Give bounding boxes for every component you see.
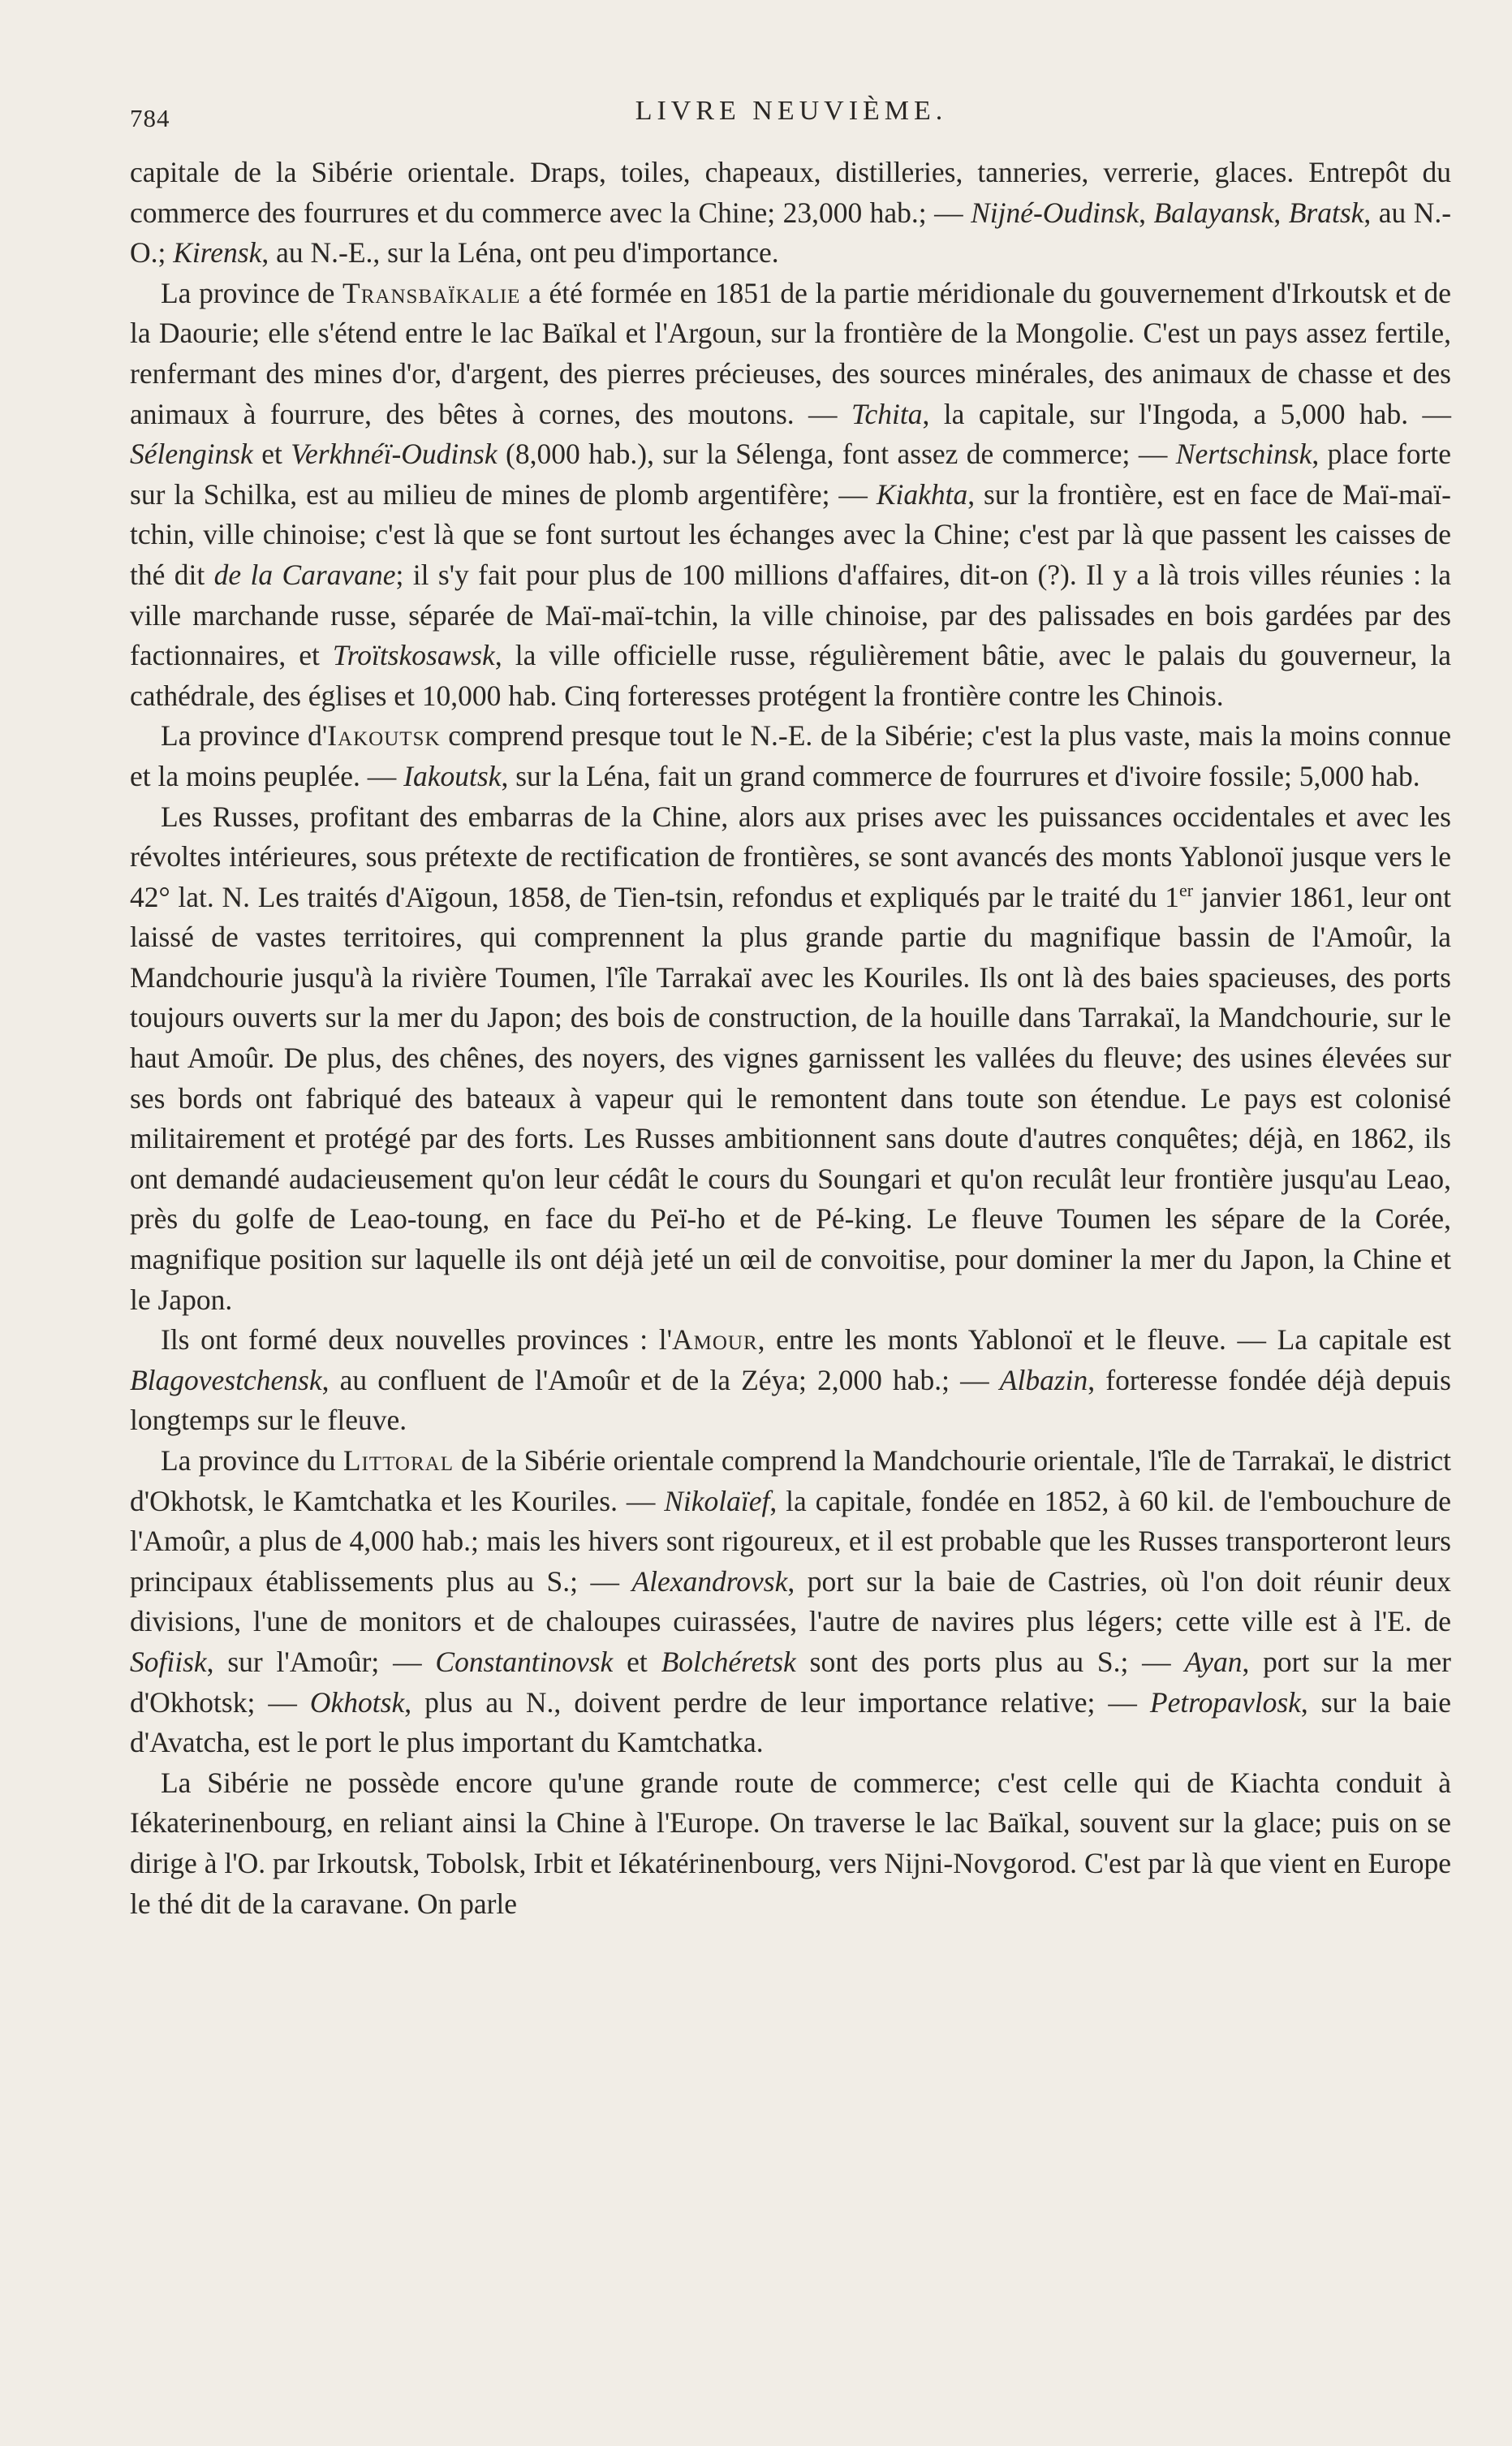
italic-place-name: Ayan (1184, 1645, 1243, 1678)
paragraph (130, 1320, 1451, 1441)
paragraph (130, 153, 1451, 274)
italic-place-name: Troïtskosawsk (332, 639, 495, 672)
text-run: , sur la frontière, est en face de Maï-maï-tchin, ville chinoise; c'est là que se font surtout les échanges avec la Chine; c'est par là que passent les caisses de thé dit (130, 477, 1452, 591)
italic-place-name: Bratsk (1288, 196, 1364, 229)
text-run: , port sur la mer d'Okhotsk; — (130, 1645, 1451, 1719)
text-run: La province de (161, 276, 343, 309)
text-run: , place forte sur la Schilka, est au milieu de mines de plomb argentifère; — (130, 438, 1451, 511)
text-run: , au N.-O.; (130, 196, 1452, 270)
italic-place-name: Constantinovsk (435, 1645, 614, 1678)
text-run: , sur la Léna, fait un grand commerce de fourrures et d'ivoire fossile; 5,000 hab. (501, 759, 1420, 792)
running-title: LIVRE NEUVIÈME. (635, 96, 948, 126)
text-run: , sur l'Amoûr; — (206, 1645, 436, 1678)
italic-place-name: Okhotsk (309, 1685, 405, 1719)
text-run: , sur la baie d'Avatcha, est le port le plus important du Kamtchatka. (130, 1685, 1452, 1759)
italic-place-name: Petropavlosk (1149, 1685, 1301, 1719)
text-run: , port sur la baie de Castries, où l'on doit réunir deux divisions, l'une de monitors et de chaloupes cuirassées, l'autre de navires plus légers; cette ville est à l'E. de (130, 1564, 1452, 1638)
text-run: , au N.-E., sur la Léna, ont peu d'importance. (261, 236, 779, 270)
text-run: et (613, 1645, 661, 1678)
text-run: (8,000 hab.), sur la Sélenga, font assez de commerce; — (497, 438, 1176, 471)
italic-place-name: Sofiisk (130, 1645, 207, 1678)
province-name: Amour (671, 1323, 758, 1357)
text-run: , la ville officielle russe, régulièrement bâtie, avec le palais du gouverneur, la cathédrale, des églises et 10,000 hab. Cinq forteresses protégent la frontière contre les Chinois. (130, 639, 1451, 712)
text-run: , au confluent de l'Amoûr et de la Zéya; 2,000 hab.; — (321, 1363, 1000, 1396)
italic-place-name: Tchita (851, 397, 923, 430)
italic-place-name: Albazin (999, 1363, 1088, 1396)
paragraph (130, 797, 1451, 1321)
page-header (130, 96, 1453, 136)
italic-place-name: Blagovestchensk (130, 1363, 322, 1396)
italic-place-name: Bolchéretsk (661, 1645, 796, 1678)
text-run: , la capitale, sur l'Ingoda, a 5,000 hab. — (922, 397, 1451, 430)
text-run: comprend presque tout le N.-E. de la Sibérie; c'est la plus vaste, mais la moins connue et la moins peuplée. — (130, 719, 1451, 792)
italic-place-name: Kiakhta (876, 477, 968, 511)
italic-place-name: Balayansk (1153, 196, 1274, 229)
italic-place-name: de la Caravane (213, 558, 396, 591)
paragraph (130, 716, 1451, 796)
text-run: janvier 1861, leur ont laissé de vastes territoires, qui comprennent la plus grande partie du magnifique bassin de l'Amoûr, la Mandchourie jusqu'à la rivière Toumen, l'île Tarrakaï avec les Kouriles. Ils ont là des baies spacieuses, des ports toujours ouverts sur la mer du Japon; des bois de construction, de la houille dans Tarrakaï, la Mandchourie, sur le haut Amoûr. De plus, des chênes, des noyers, des vignes garnissent les vallées du fleuve; des usines élevées sur ses bords ont fabriqué des bateaux à vapeur qui le remontent dans toute son étendue. Le pays est colonisé militairement et protégé par des forts. Les Russes ambitionnent sans doute d'autres conquêtes; déjà, en 1862, ils ont demandé audacieusement qu'on leur cédât le cours du Soungari et qu'on reculât leur frontière jusqu'au Leao, près du golfe de Leao-toung, en face du Peï-ho et de Pé-king. Le fleuve Toumen les sépare de la Corée, magnifique position sur laquelle ils ont déjà jeté un œil de convoitise, pour dominer la mer du Japon, la Chine et le Japon. (130, 880, 1451, 1316)
italic-place-name: Verkhnéï-Oudinsk (291, 438, 498, 471)
text-run: , plus au N., doivent perdre de leur importance relative; — (404, 1685, 1150, 1719)
text-run: a été formée en 1851 de la partie méridionale du gouvernement d'Irkoutsk et de la Daourie; elle s'étend entre le lac Baïkal et l'Argoun, sur la frontière de la Mongolie. C'est un pays assez fertile, renfermant des mines d'or, d'argent, des pierres précieuses, des sources minérales, des animaux de chasse et des animaux à fourrure, des bêtes à cornes, des moutons. — (130, 276, 1451, 430)
text-run: , entre les monts Yablonoï et le fleuve. — La capitale est (757, 1323, 1451, 1357)
text-run: ; il s'y fait pour plus de 100 millions d'affaires, dit-on (?). Il y a là trois villes réunies : la ville marchande russe, séparée de Maï-maï-tchin, la ville chinoise, par des palissades en bois gardées par des factionnaires, et (130, 558, 1451, 672)
province-name: Littoral (342, 1444, 454, 1477)
italic-place-name: Alexandrovsk (631, 1564, 788, 1598)
text-run: de la Sibérie orientale comprend la Mandchourie orientale, l'île de Tarrakaï, le district d'Okhotsk, le Kamtchatka et les Kouriles. — (130, 1444, 1452, 1517)
province-name: Iakoutsk (327, 719, 441, 753)
text-run: , forteresse fondée déjà depuis longtemps sur le fleuve. (130, 1363, 1451, 1437)
text-run: Les Russes, profitant des embarras de la Chine, alors aux prises avec les puissances occidentales et avec les révoltes intérieures, sous prétexte de rectification de frontières, se sont avancés des monts Yablonoï jusque vers le 42° lat. N. Les traités d'Aïgoun, 1858, de Tien-tsin, refondus et expliqués par le traité du 1 (130, 800, 1451, 913)
italic-place-name: Nertschinsk (1175, 438, 1312, 471)
text-run: La province d' (161, 719, 328, 753)
ordinal-suffix: er (1179, 879, 1194, 900)
text-run: , (1273, 196, 1289, 229)
text-run: et (252, 438, 291, 471)
paragraph (130, 1763, 1451, 1924)
text-run: sont des ports plus au S.; — (795, 1645, 1185, 1678)
italic-place-name: Nijné-Oudinsk (971, 196, 1139, 229)
text-run: , la capitale, fondée en 1852, à 60 kil. de l'embouchure de l'Amoûr, a plus de 4,000 hab.; mais les hivers sont rigoureux, et il est probable que les Russes transporteront leurs principaux établissements plus au S.; — (130, 1484, 1451, 1598)
paragraph (130, 274, 1451, 717)
italic-place-name: Nikolaïef (664, 1484, 770, 1517)
italic-place-name: Iakoutsk (403, 759, 502, 792)
province-name: Transbaïkalie (342, 276, 521, 309)
body-text (130, 153, 1451, 1924)
text-run: Ils ont formé deux nouvelles provinces : l' (161, 1323, 672, 1357)
page-number: 784 (130, 104, 170, 132)
italic-place-name: Kirensk (173, 236, 262, 270)
paragraph (130, 1441, 1451, 1763)
text-run: La province du (161, 1444, 343, 1477)
text-run: , (1139, 196, 1154, 229)
italic-place-name: Sélenginsk (130, 438, 253, 471)
text-run: capitale de la Sibérie orientale. Draps, toiles, chapeaux, distilleries, tanneries, verrerie, glaces. Entrepôt du commerce des fourrures et du commerce avec la Chine; 23,000 hab.; — (130, 156, 1451, 229)
text-run: La Sibérie ne possède encore qu'une grande route de commerce; c'est celle qui de Kiachta conduit à Iékaterinenbourg, en reliant ainsi la Chine à l'Europe. On traverse le lac Baïkal, souvent sur la glace; puis on se dirige à l'O. par Irkoutsk, Tobolsk, Irbit et Iékatérinenbourg, vers Nijni-Novgorod. C'est par là que vient en Europe le thé dit de la caravane. On parle (130, 1766, 1451, 1920)
